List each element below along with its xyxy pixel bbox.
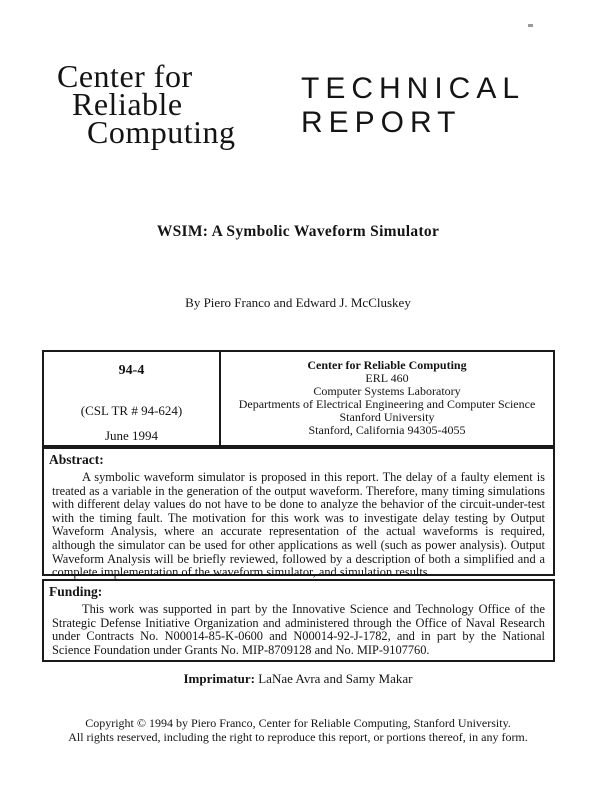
report-date: June 1994 [104, 428, 159, 443]
report-type-line-2: REPORT [301, 106, 462, 139]
funding-section [42, 579, 555, 662]
csl-tr-number: (CSL TR # 94-624) [80, 403, 183, 418]
org-name: Center for Reliable Computing [307, 358, 467, 372]
crc-logo [57, 58, 236, 150]
org-university-line: Stanford University [339, 410, 435, 424]
organization-cell [221, 352, 553, 445]
copyright-line-2: All rights reserved, including the right to reproduce this report, or portions thereof, in any form. [68, 729, 528, 744]
copyright-block [0, 717, 596, 744]
logo-line-1: Center for [57, 58, 193, 94]
byline: By Piero Franco and Edward J. McCluskey [185, 295, 411, 310]
report-type-line-1: TECHNICAL [301, 72, 526, 105]
funding-heading: Funding: [49, 584, 103, 599]
scan-artifact [528, 24, 533, 27]
report-info-table [42, 350, 555, 447]
org-city-line: Stanford, California 94305-4055 [308, 423, 466, 437]
report-id-cell [44, 352, 221, 445]
report-type-heading [301, 72, 525, 140]
funding-body: This work was supported in part by the Innovative Science and Technology Office of the Strategic Defense Initiative Organization and administered through the Office of Naval Research under Contracts No. N00014-85-K-0600 and N00014-92-J-1782, and in part by the National Science Foundation under Grants No. MIP-8709128 and No. MIP-9107760. [52, 602, 545, 657]
imprimatur-names: LaNae Avra and Samy Makar [258, 671, 413, 686]
logo-line-3: Computing [87, 114, 236, 150]
org-address-line: ERL 460 [365, 371, 409, 385]
abstract-body: A symbolic waveform simulator is proposed in this report. The delay of a faulty element is treated as a variable in the generation of the output waveform. Therefore, many timing simulations with different delay values do not have to be done to analyze the behavior of the circuit-under-test with the timing fault. The motivation for this work was to investigate delay testing by Output Waveform Analysis, where an accurate representation of the actual waveforms is required, although the simulator can be used for other applications as well (such as power analysis). Output Waveform Analysis will be briefly reviewed, followed by a description of both a simplified and a complete implementation of the waveform simulator, and simulation results. [52, 470, 545, 580]
copyright-line-1: Copyright © 1994 by Piero Franco, Center for Reliable Computing, Stanford University. [85, 716, 511, 730]
org-departments-line: Departments of Electrical Engineering and Computer Science [238, 397, 536, 411]
report-number: 94-4 [118, 363, 145, 378]
org-lab-line: Computer Systems Laboratory [313, 384, 461, 398]
imprimatur-label: Imprimatur: [183, 671, 255, 686]
imprimatur-line [0, 671, 596, 687]
abstract-section [42, 447, 555, 580]
document-title: WSIM: A Symbolic Waveform Simulator [156, 223, 440, 240]
abstract-heading: Abstract: [49, 452, 104, 467]
logo-line-2: Reliable [72, 86, 183, 122]
